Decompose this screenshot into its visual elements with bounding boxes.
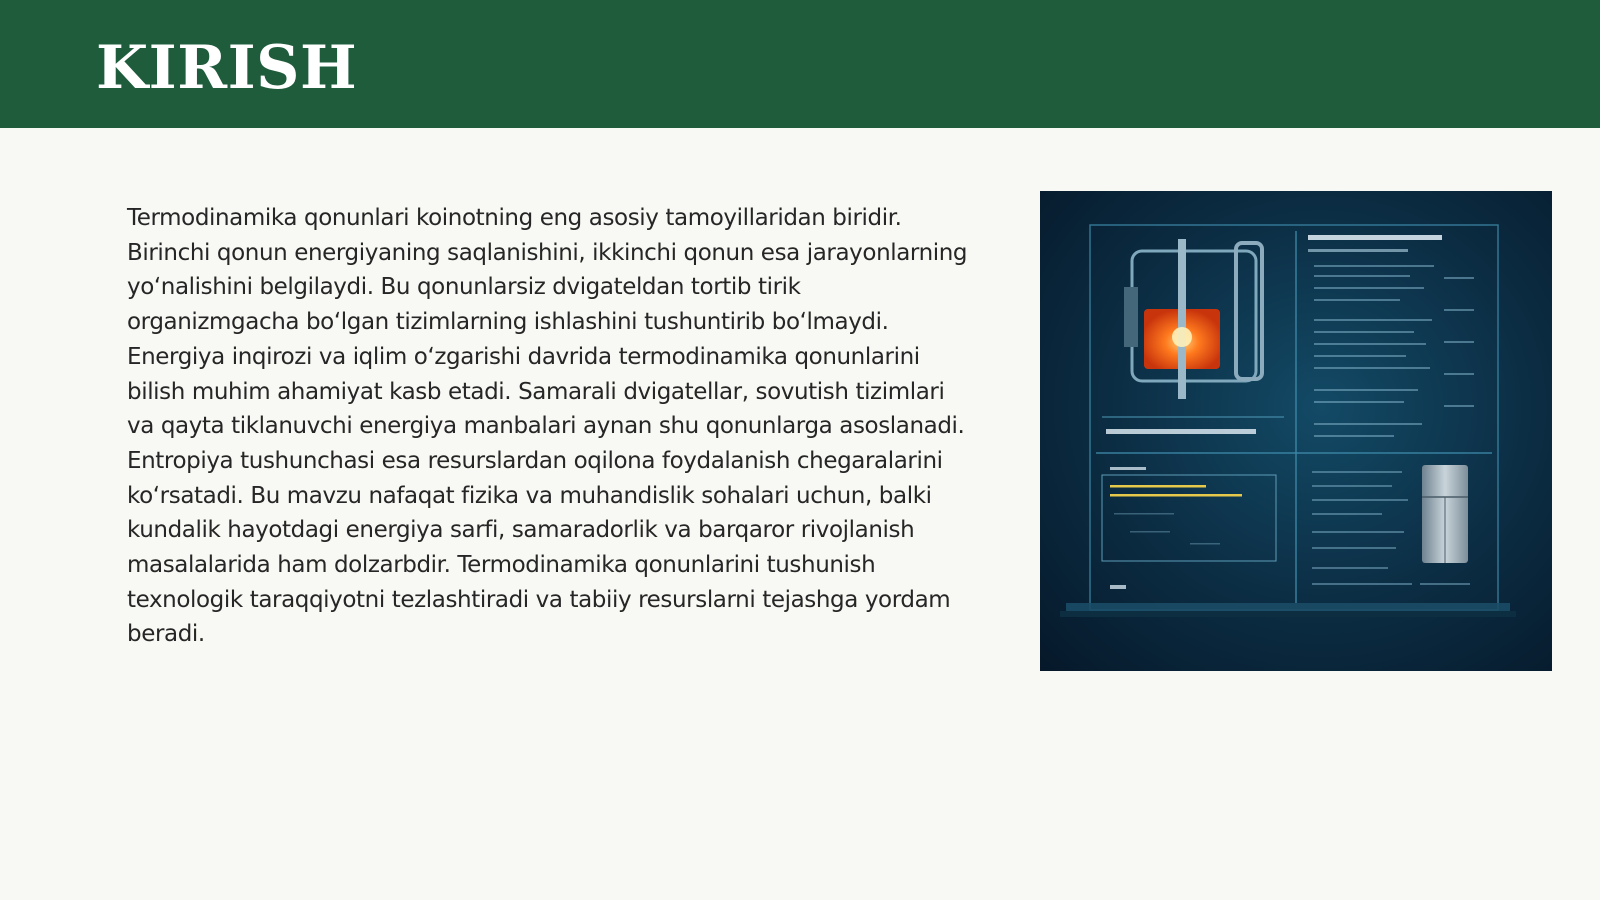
infographic-illustration [1040,191,1552,671]
title-bar [0,0,1600,128]
slide-title: KIRISH [96,33,358,103]
thermodynamics-infographic-image [1040,191,1552,671]
intro-paragraph: Termodinamika qonunlari koinotning eng asosiy tamoyillaridan biridir. Birinchi qonun energiyaning saqlanishini, ikkinchi qonun esa jarayonlarning yoʻnalishini belgilaydi. Bu qonunlarsiz dvigateldan tortib tirik organizmgacha boʻlgan tizimlarning ishlashini tushuntirib boʻlmaydi. Energiya inqirozi va iqlim oʻzgarishi davrida termodinamika qonunlarini bilish muhim ahamiyat kasb etadi. Samarali dvigatellar, sovutish tizimlari va qayta tiklanuvchi energiya manbalari aynan shu qonunlarga asoslanadi. Entropiya tushunchasi esa resurslardan oqilona foydalanish chegaralarini koʻrsatadi. Bu mavzu nafaqat fizika va muhandislik sohalari uchun, balki kundalik hayotdagi energiya sarfi, samaradorlik va barqaror rivojlanish masalalarida ham dolzarbdir. Termodinamika qonunlarini tushunish texnologik taraqqiyotni tezlashtiradi va tabiiy resurslarni tejashga yordam beradi. [127,205,968,648]
